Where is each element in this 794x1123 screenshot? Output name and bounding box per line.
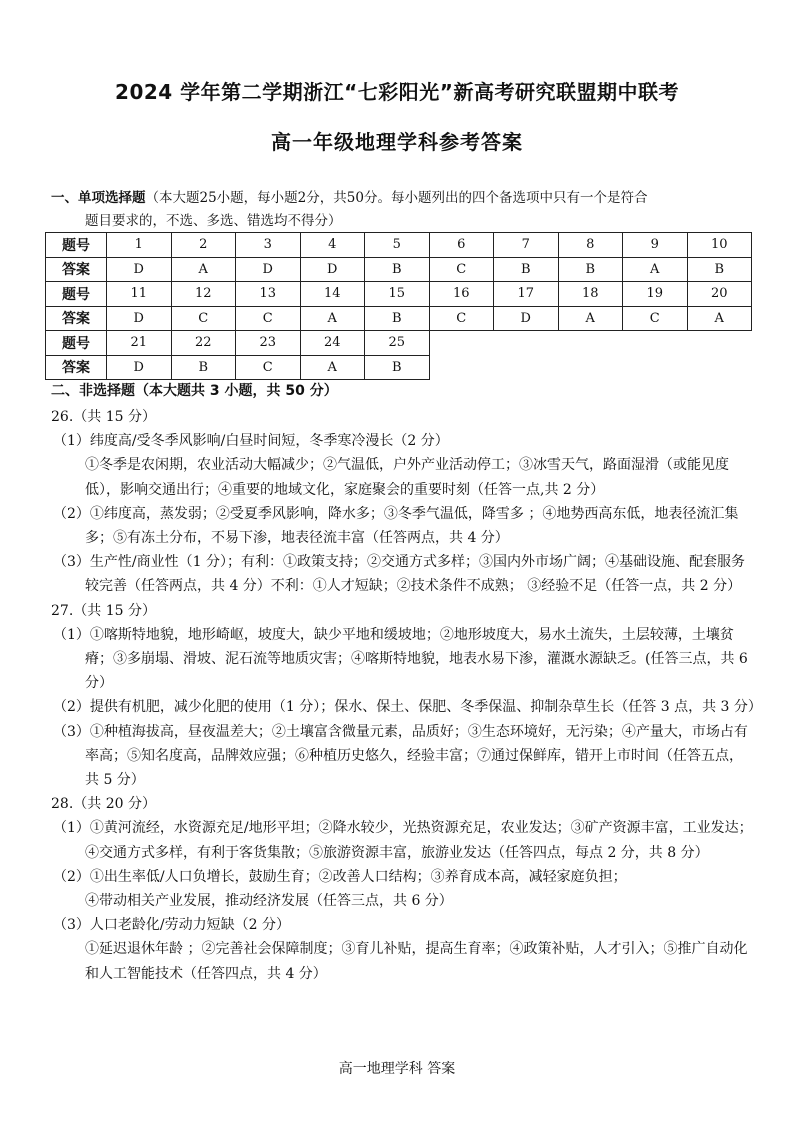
table-cell: B	[365, 257, 430, 282]
table-cell: 8	[558, 233, 623, 258]
table-cell: 16	[429, 282, 494, 307]
table-cell: 10	[687, 233, 752, 258]
table-cell: A	[300, 306, 365, 331]
table-cell: 22	[171, 331, 236, 356]
table-cell: 19	[623, 282, 688, 307]
question-27-header: 27.（共 15 分）	[51, 602, 156, 619]
table-cell: 12	[171, 282, 236, 307]
table-cell: A	[687, 306, 752, 331]
question-28-header: 28.（共 20 分）	[51, 796, 156, 813]
table-cell: 13	[236, 282, 301, 307]
table-cell: 25	[365, 331, 430, 356]
question-28-part-3: （3）人口老龄化/劳动力短缺（2 分）	[53, 917, 290, 934]
table-cell: D	[107, 257, 172, 282]
question-28-part-2: （2）①出生率低/人口负增长，鼓励生育；②改善人口结构；③养育成本高，减轻家庭负担；	[53, 868, 627, 885]
table-cell: 15	[365, 282, 430, 307]
table-cell: 23	[236, 331, 301, 356]
table-cell: 24	[300, 331, 365, 356]
answer-label: 答案	[46, 355, 107, 380]
table-cell: D	[300, 257, 365, 282]
question-26-part-1-detail: ①冬季是农闲期，农业活动大幅减少；②气温低，户外产业活动停工；③冰雪天气，路面湿滑（或能见度低），影响交通出行；④重要的地域文化，家庭聚会的重要时刻（任答一点,共 2 分）	[85, 457, 729, 498]
table-cell: 9	[623, 233, 688, 258]
question-28-part-2-detail: ④带动相关产业发展，推动经济发展（任答三点，共 6 分）	[85, 893, 453, 910]
free-response-answers	[51, 405, 762, 986]
table-cell: A	[558, 306, 623, 331]
section-free-response-heading: 二、非选择题（本大题共 3 小题，共 50 分）	[51, 383, 338, 399]
question-28-part-3-detail: ①延迟退休年龄 ；②完善社会保障制度；③育儿补贴，提高生育率；④政策补贴，人才引入；⑤推广自动化和人工智能技术（任答四点，共 4 分）	[85, 941, 748, 982]
table-row	[46, 306, 752, 331]
table-cell: 1	[107, 233, 172, 258]
table-cell: A	[300, 355, 365, 380]
table-cell: 21	[107, 331, 172, 356]
table-cell: A	[171, 257, 236, 282]
table-cell: D	[107, 355, 172, 380]
table-cell: 20	[687, 282, 752, 307]
table-cell: B	[365, 306, 430, 331]
table-cell: B	[558, 257, 623, 282]
question-26-part-1: （1）纬度高/受冬季风影响/白昼时间短，冬季寒冷漫长（2 分）	[53, 433, 449, 450]
table-cell: D	[236, 257, 301, 282]
table-row	[46, 282, 752, 307]
table-cell: 17	[494, 282, 559, 307]
table-row	[46, 355, 752, 380]
table-cell: 2	[171, 233, 236, 258]
table-cell: A	[623, 257, 688, 282]
answer-label: 答案	[46, 306, 107, 331]
answer-table	[45, 232, 752, 380]
table-cell: B	[171, 355, 236, 380]
question-26-header: 26.（共 15 分）	[51, 409, 156, 425]
table-cell: B	[365, 355, 430, 380]
table-cell: C	[623, 306, 688, 331]
document-title: 2024 学年第二学期浙江“七彩阳光”新高考研究联盟期中联考	[115, 80, 679, 104]
question-28-part-1: （1）①黄河流经，水资源充足/地形平坦；②降水较少，光热资源充足，农业发达；③矿产资源丰富，工业发达；④交通方式多样，有利于客货集散；⑤旅游资源丰富，旅游业发达（任答四点，每点 2 分，共 8 分）	[53, 820, 753, 861]
table-cell: 3	[236, 233, 301, 258]
section-multiple-choice-header	[51, 187, 751, 233]
table-cell: C	[236, 355, 301, 380]
table-cell: 18	[558, 282, 623, 307]
table-cell: 7	[494, 233, 559, 258]
question-27-part-2: （2）提供有机肥，减少化肥的使用（1 分）；保水、保土、保肥、冬季保温、抑制杂草生长（任答 3 点，共 3 分）	[53, 699, 762, 716]
question-number-label: 题号	[46, 282, 107, 307]
table-row	[46, 331, 752, 356]
question-26-part-2: （2）①纬度高，蒸发弱；②受夏季风影响，降水多；③冬季气温低，降雪多 ；④地势西高东低，地表径流汇集多；⑤有冻土分布，不易下渗，地表径流丰富（任答两点，共 4 分）	[53, 505, 739, 547]
table-empty-area	[429, 331, 752, 356]
table-cell: B	[687, 257, 752, 282]
table-cell: D	[107, 306, 172, 331]
section-note: （本大题25小题，每小题2分，共50分。每小题列出的四个备选项中只有一个是符合	[145, 190, 648, 206]
question-27-part-3: （3）①种植海拔高，昼夜温差大；②土壤富含微量元素，品质好；③生态环境好，无污染；④产量大，市场占有率高；⑤知名度高，品牌效应强；⑥种植历史悠久，经验丰富；⑦通过保鲜库，错开上市时间（任答五点，共 5 分）	[53, 723, 748, 789]
question-27-part-1: （1）①喀斯特地貌，地形崎岖，坡度大，缺少平地和缓坡地；②地形坡度大，易水土流失，土层较薄，土壤贫瘠；③多崩塌、滑坡、泥石流等地质灾害；④喀斯特地貌，地表水易下渗，灌溉水源缺乏。(任答三点，共 6 分）	[53, 626, 748, 692]
table-cell: C	[236, 306, 301, 331]
table-row	[46, 257, 752, 282]
question-26-part-3: （3）生产性/商业性（1 分）；有利：①政策支持；②交通方式多样；③国内外市场广阔；④基础设施、配套服务较完善（任答两点，共 4 分）不利：①人才短缺；②技术条件不成熟； ③经验不足（任答一点，共 2 分）	[53, 554, 745, 595]
table-cell: C	[171, 306, 236, 331]
table-cell: C	[429, 306, 494, 331]
table-cell: 14	[300, 282, 365, 307]
table-cell: 11	[107, 282, 172, 307]
section-heading: 一、单项选择题	[51, 190, 146, 206]
table-empty-area	[429, 355, 752, 380]
table-row	[46, 233, 752, 258]
table-cell: B	[494, 257, 559, 282]
page-footer: 高一地理学科 答案	[338, 1061, 456, 1077]
table-cell: 5	[365, 233, 430, 258]
table-cell: D	[494, 306, 559, 331]
question-number-label: 题号	[46, 331, 107, 356]
table-cell: 4	[300, 233, 365, 258]
table-cell: 6	[429, 233, 494, 258]
question-number-label: 题号	[46, 233, 107, 258]
answer-label: 答案	[46, 257, 107, 282]
document-subtitle: 高一年级地理学科参考答案	[271, 130, 523, 154]
section-note-continued: 题目要求的，不选、多选、错选均不得分）	[85, 213, 342, 229]
table-cell: C	[429, 257, 494, 282]
